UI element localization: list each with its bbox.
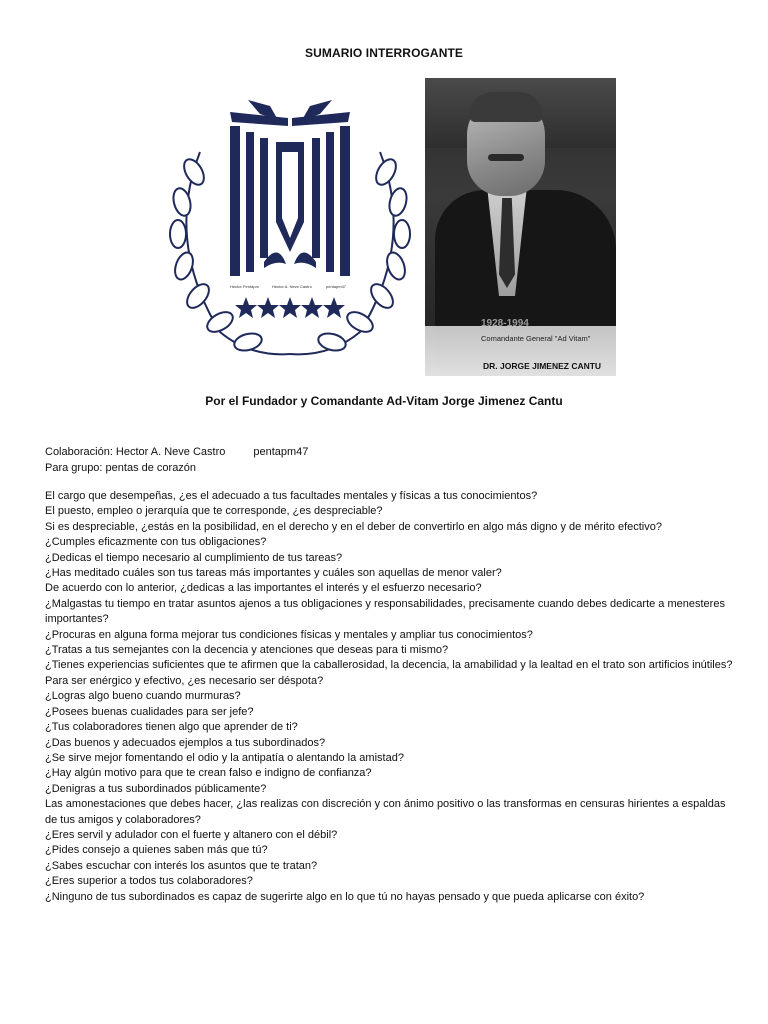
question-item: ¿Eres servil y adulador con el fuerte y altanero con el débil? [45,828,338,841]
question-item: ¿Dedicas el tiempo necesario al cumplimiento de tus tareas? [45,551,343,564]
question-item: ¿Posees buenas cualidades para ser jefe? [45,705,254,718]
question-item: ¿Sabes escuchar con interés los asuntos que te tratan? [45,859,318,872]
question-item: ¿Cumples eficazmente con tus obligaciones? [45,536,267,549]
question-item: El puesto, empleo o jerarquía que te corresponde, ¿es despreciable? [45,505,383,518]
eagle-laurel-emblem-icon [160,92,420,372]
group-line: Para grupo: pentas de corazón [45,462,197,474]
collaborator-handle: pentapm47 [253,446,309,458]
question-item: ¿Eres superior a todos tus colaboradores? [45,875,253,888]
question-item: El cargo que desempeñas, ¿es el adecuado a tus facultades mentales y físicas a tus conocimientos? [45,490,538,502]
founder-photo [425,78,616,376]
collaboration-line: Colaboración: Hector A. Neve Castro [45,446,226,458]
question-item: ¿Tus colaboradores tienen algo que aprender de ti? [45,721,298,734]
question-item: Las amonestaciones que debes hacer, ¿las realizas con discreción y con ánimo positivo o las transformas en censuras hirientes a espaldas de tus amigos y colaboradores? [45,798,726,826]
emblem-label-1: Hector Pentapm [230,284,259,289]
question-item: ¿Procuras en alguna forma mejorar tus condiciones físicas y mentales y ampliar tus conocimientos? [45,628,533,641]
question-item: ¿Tratas a tus semejantes con la decencia y atenciones que deseas para ti mismo? [45,644,449,657]
question-item: ¿Pides consejo a quienes saben más que tú? [45,844,268,857]
question-item: De acuerdo con lo anterior, ¿dedicas a las importantes el interés y el esfuerzo necesario? [45,582,482,595]
question-item: ¿Tienes experiencias suficientes que te afirmen que la caballerosidad, la decencia, la amabilidad y la lealtad en el trato son artificios inútiles? [45,659,733,672]
emblem-label-2: Hector A. Neve Castro [272,284,312,289]
question-item: ¿Das buenos y adecuados ejemplos a tus subordinados? [45,736,326,749]
photo-years: 1928-1994 [481,318,529,329]
photo-caption-rank: Comandante General "Ad Vitam" [481,334,591,343]
document-subtitle: Por el Fundador y Comandante Ad-Vitam Jorge Jimenez Cantu [205,394,563,408]
collaboration-info [45,444,308,476]
question-item: ¿Malgastas tu tiempo en tratar asuntos ajenos a tus obligaciones y responsabilidades, precisamente cuando debes dedicarte a menesteres importantes? [45,597,725,626]
question-item: Si es despreciable, ¿estás en la posibilidad, en el derecho y en el deber de convertirlo en algo más digno y de mérito efectivo? [45,520,662,533]
photo-caption-name: DR. JORGE JIMENEZ CANTU [483,361,602,371]
question-item: ¿Se sirve mejor fomentando el odio y la antipatía o alentando la amistad? [45,751,404,764]
emblem-label-3: pentapm47 [326,284,347,289]
question-item: Para ser enérgico y efectivo, ¿es necesario ser déspota? [45,674,324,687]
question-item: ¿Ninguno de tus subordinados es capaz de sugerirte algo en lo que tú no hayas pensado y que pueda aplicarse con éxito? [45,890,645,903]
question-item: ¿Logras algo bueno cuando murmuras? [45,690,241,703]
question-list [45,489,735,905]
question-item: ¿Hay algún motivo para que te crean falso e indigno de confianza? [45,767,372,780]
document-title: SUMARIO INTERROGANTE [305,46,463,60]
question-item: ¿Has meditado cuáles son tus tareas más importantes y cuáles son aquellas de menor valer? [45,567,502,580]
question-item: ¿Denigras a tus subordinados públicamente? [45,782,267,795]
